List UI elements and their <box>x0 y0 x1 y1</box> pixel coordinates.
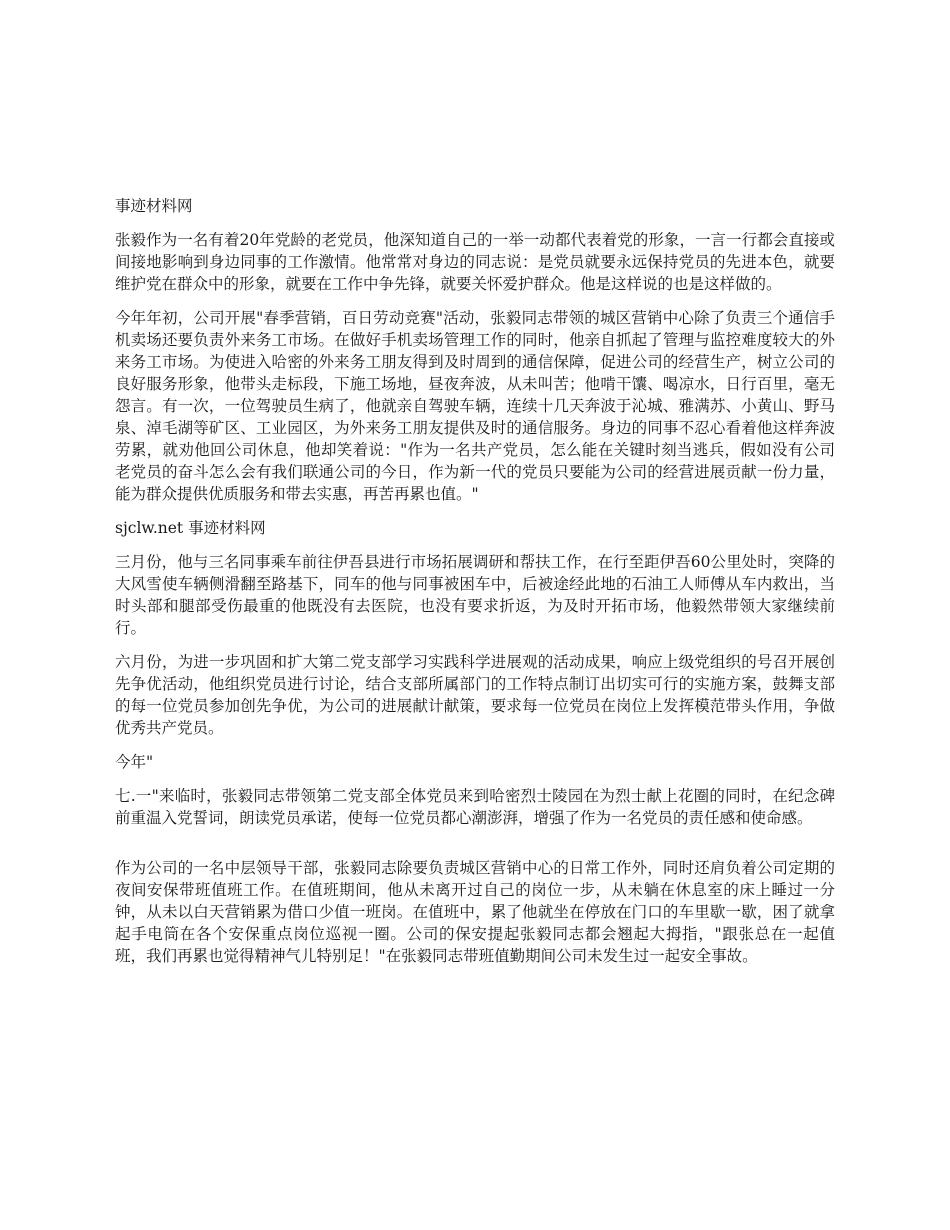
source-label: 事迹材料网 <box>115 197 193 215</box>
paragraph-this-year: 今年" <box>115 753 154 771</box>
paragraph-july-first: 七.一"来临时，张毅同志带领第二党支部全体党员来到哈密烈士陵园在为烈士献上花圈的同时，在纪念碑前重温入党誓词，朗读党员承诺，使每一位党员都心潮澎湃，增强了作为一名党员的责任感和使命感。 <box>115 787 835 827</box>
paragraph-intro: 张毅作为一名有着20年党龄的老党员，他深知道自己的一举一动都代表着党的形象，一言一行都会直接或间接地影响到身边同事的工作激情。他常常对身边的同志说：是党员就要永远保持党员的先进本色，就要维护党在群众中的形象，就要在工作中争先锋，就要关怀爱护群众。他是这样说的也是这样做的。 <box>115 231 835 293</box>
paragraph-march: 三月份，他与三名同事乘车前往伊吾县进行市场拓展调研和帮扶工作，在行至距伊吾60公里处时，突降的大风雪使车辆侧滑翻至路基下，同车的他与同事被困车中，后被途经此地的石油工人师傅从车内救出，当时头部和腿部受伤最重的他既没有去医院，也没有要求折返，为及时开拓市场，他毅然带领大家继续前行。 <box>115 553 835 637</box>
source-label-url: sjclw.net 事迹材料网 <box>115 519 266 537</box>
paragraph-night-duty: 作为公司的一名中层领导干部，张毅同志除要负责城区营销中心的日常工作外，同时还肩负着公司定期的夜间安保带班值班工作。在值班期间，他从未离开过自己的岗位一步，从未躺在休息室的床上睡过一分钟，从未以白天营销累为借口少值一班岗。在值班中，累了他就坐在停放在门口的车里歇一歇，困了就拿起手电筒在各个安保重点岗位巡视一圈。公司的保安提起张毅同志都会翘起大拇指，"跟张总在一起值班，我们再累也觉得精神气儿特别足！"在张毅同志带班值勤期间公司未发生过一起安全事故。 <box>115 859 835 965</box>
paragraph-spring-campaign: 今年年初，公司开展"春季营销，百日劳动竞赛"活动，张毅同志带领的城区营销中心除了负责三个通信手机卖场还要负责外来务工市场。在做好手机卖场管理工作的同时，他亲自抓起了管理与监控难度较大的外来务工市场。为使进入哈密的外来务工朋友得到及时周到的通信保障，促进公司的经营生产，树立公司的良好服务形象，他带头走标段，下施工场地，昼夜奔波，从未叫苦；他啃干馕、喝凉水，日行百里，毫无怨言。有一次，一位驾驶员生病了，他就亲自驾驶车辆，连续十几天奔波于沁城、雅满苏、小黄山、野马泉、淖毛湖等矿区、工业园区，为外来务工朋友提供及时的通信服务。身边的同事不忍心看着他这样奔波劳累，就劝他回公司休息，他却笑着说："作为一名共产党员，怎么能在关键时刻当逃兵，假如没有公司老党员的奋斗怎么会有我们联通公司的今日，作为新一代的党员只要能为公司的经营进展贡献一份力量，能为群众提供优质服务和带去实惠，再苦再累也值。" <box>115 309 835 503</box>
document-body <box>115 195 835 979</box>
paragraph-june: 六月份，为进一步巩固和扩大第二党支部学习实践科学进展观的活动成果，响应上级党组织的号召开展创先争优活动，他组织党员进行讨论，结合支部所属部门的工作特点制订出切实可行的实施方案，鼓舞支部的每一位党员参加创先争优，为公司的进展献计献策，要求每一位党员在岗位上发挥模范带头作用，争做优秀共产党员。 <box>115 653 835 737</box>
